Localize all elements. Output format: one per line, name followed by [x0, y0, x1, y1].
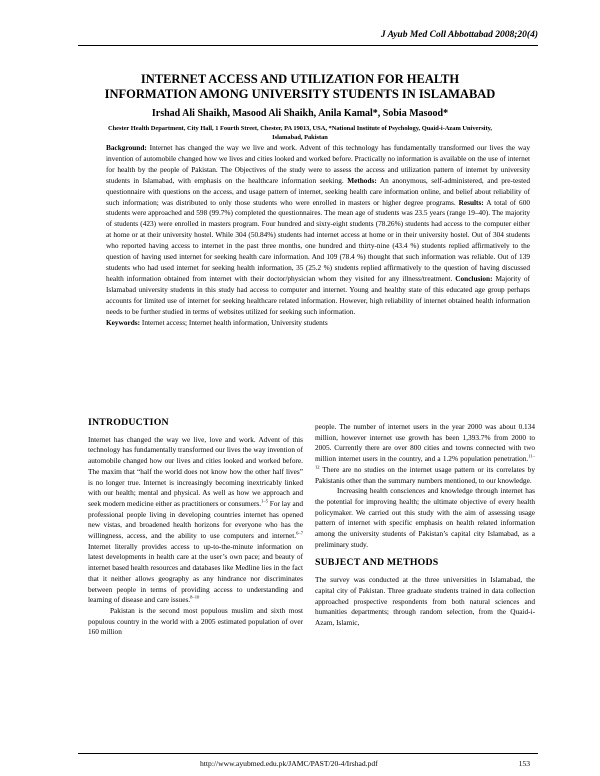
- intro-text-c: Internet literally provides access to up-to-the-minute information on latest developments in health care at the user’s own pace; and beauty of internet based health resources and databases like Medline lies in the fact that it neither allows geography as any hindrance nor discriminates between people in terms of providing access to understanding and learning of disease and care issues.: [88, 541, 303, 605]
- intro-paragraph-2: Pakistan is the second most populous muslim and sixth most populous country in the world with a 2005 estimated population of over 160 million: [88, 605, 303, 637]
- methods-paragraph: The survey was conducted at the three universities in Islamabad, the capital city of Pakistan. Three graduate students trained in data collection approached prospective respondents from both natural sciences and humanities departments; through random selection, from the Quaid-i-Azam, Islamic,: [315, 575, 535, 627]
- background-label: Background:: [106, 143, 147, 152]
- article-title: [70, 72, 530, 102]
- background-text: Internet has changed the way we live and work. Advent of this technology has fundamentally transformed our lives the way invention of automobile changed how we lives and cities looked and worked before. Practically no information is available on the use of internet for health by the people of Pakistan. The Objectives of the study were to assess the access and utilization pattern of internet by university students in Islamabad, with emphasis on the healthcare information seeking.: [106, 143, 530, 185]
- conclusion-text: Majority of Islamabad university students in this study had access to computer and internet. Young and healthy state of this educated age group perhaps accounts for limited use of internet for seeking healthcare related information. However, high reliability of internet obtained health information needs to be further studied in terms of websites utilized for seeking such information.: [106, 273, 530, 316]
- results-text: A total of 600 students were approached and 598 (99.7%) completed the questionnaires. The mean age of students was 23.5 years (range 19–40). The majority of students (423) were enrolled in masters program. Four hundred and sixty-eight students (78.26%) students had access to the computer either at home or at their university hostel. While 304 (50.84%) students had internet access at home or in their university hostel. Out of 304 students who reported having access to internet in the past three months, one hundred and thirty-nine (43.4 %) students replied affirmatively to the question of having used internet for seeking health care information. And 109 (78.4 %) thought that such information was reliable. Out of 139 students who had used internet for seeking health information, 35 (25.2 %) students replied affirmatively to the question of having discussed health information obtained from internet with their doctor/physician whom they visited for any illness/treatment.: [106, 197, 530, 283]
- citation-ref: 8–10: [190, 594, 200, 600]
- right-column: [315, 422, 535, 629]
- intro-paragraph-1: [88, 435, 303, 606]
- conclusion-label: Conclusion:: [455, 273, 493, 283]
- right-paragraph-2: Increasing health consciences and knowledge through internet has the potential for improving health; the ultimate objective of every health policymaker. We carried out this study with the aim of assessing usage pattern of internet with specific emphasis on health related information among the university students of Pakistan’s capital city Islamabad, as a preliminary study.: [315, 486, 535, 549]
- title-line-2: INFORMATION AMONG UNIVERSITY STUDENTS IN ISLAMABAD: [104, 87, 496, 101]
- right-text-a: people. The number of internet users in the year 2000 was about 0.134 million, however internet use growth has been 1,393.7% from 2000 to 2005. Currently there are over 800 cities and towns connected with two million internet users in the country, and a 1.2% population penetration.: [315, 422, 535, 464]
- right-text-b: There are no studies on the internet usage pattern or its correlates by Pakistanis other than the summary numbers mentioned, to our knowledge.: [315, 464, 535, 485]
- left-column: [88, 418, 303, 638]
- methods-heading: SUBJECT AND METHODS: [315, 557, 439, 569]
- author-affiliation: Chester Health Department, City Hall, 1 Fourth Street, Chester, PA 19013, USA, *National Institute of Psychology, Quaid-i-Azam University, Islamabad, Pakistan: [107, 125, 493, 141]
- abstract: [106, 143, 530, 328]
- footer-url[interactable]: http://www.ayubmed.edu.pk/JAMC/PAST/20-4/Irshad.pdf: [200, 759, 378, 768]
- citation-ref: 1–5: [261, 498, 268, 504]
- right-paragraph-1: [315, 422, 535, 486]
- citation-ref: 6–7: [296, 530, 303, 536]
- title-line-1: INTERNET ACCESS AND UTILIZATION FOR HEALTH: [140, 72, 460, 86]
- introduction-heading: INTRODUCTION: [88, 417, 169, 428]
- header-rule: [78, 45, 538, 46]
- keywords: [106, 318, 530, 329]
- author-list: Irshad Ali Shaikh, Masood Ali Shaikh, Anila Kamal*, Sobia Masood*: [151, 108, 449, 119]
- methods-text: An anonymous, self-administered, and pre-tested questionnaire with questions on the access, and usage pattern of internet, seeking health care information online, and belief about reliability of such information; was distributed to only those students who were enrolled in masters or higher degree programs.: [106, 175, 530, 207]
- abstract-body: [106, 143, 530, 318]
- citation-ref: 11–12: [315, 453, 535, 470]
- page-number: 153: [518, 759, 530, 768]
- results-label: Results:: [458, 197, 484, 207]
- footer-rule: [78, 753, 538, 754]
- intro-text-b: For lay and professional people living in developing countries internet has opened new vistas, and broadened health horizons for everyone who has the willingness, access, and the ability to use computers and internet.: [88, 498, 303, 541]
- journal-citation: J Ayub Med Coll Abbottabad 2008;20(4): [380, 30, 538, 40]
- keywords-text: Internet access; Internet health information, University students: [140, 317, 328, 327]
- methods-label: Methods:: [347, 175, 377, 185]
- keywords-label: Keywords:: [106, 317, 141, 327]
- intro-text-a: Internet has changed the way we live, love and work. Advent of this technology has fundamentally transformed our lives the way invention of automobile changed how our lives and cities looked and worked before. The maxim that “half the world does not know how the other half lives” is no longer true. Internet is increasingly becoming inextricably linked with our health; mental and physical. As well as how we approach and seek modern medicine either as practitioners or consumers.: [88, 434, 303, 508]
